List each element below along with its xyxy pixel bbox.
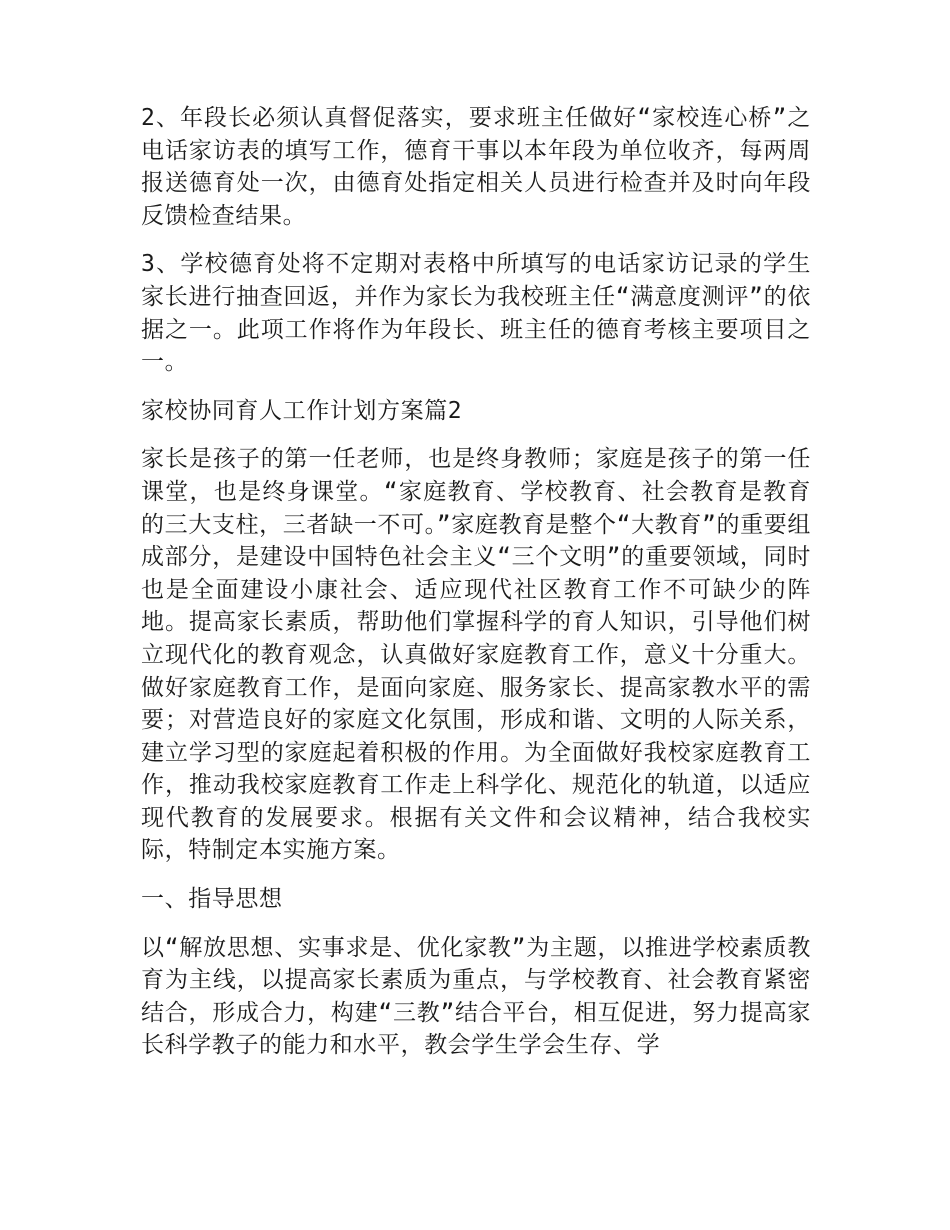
section-title-plan-2: 家校协同育人工作计划方案篇2 [141,397,463,424]
paragraph-intro: 家长是孩子的第一任老师，也是终身教师；家庭是孩子的第一任课堂，也是终身课堂。“家庭教育、学校教育、社会教育是教育的三大支柱，三者缺一不可。”家庭教育是整个“大教育”的重要组成部分，是建设中国特色社会主义“三个文明”的重要领域，同时也是全面建设小康社会、适应现代社区教育工作不可缺少的阵地。提高家长素质，帮助他们掌握科学的育人知识，引导他们树立现代化的教育观念，认真做好家庭教育工作，意义十分重大。做好家庭教育工作，是面向家庭、服务家长、提高家教水平的需要；对营造良好的家庭文化氛围，形成和谐、文明的人际关系，建立学习型的家庭起着积极的作用。为全面做好我校家庭教育工作，推动我校家庭教育工作走上科学化、规范化的轨道，以适应现代教育的发展要求。根据有关文件和会议精神，结合我校实际，特制定本实施方案。 [141,446,811,864]
paragraph-item-2: 2、年段长必须认真督促落实，要求班主任做好“家校连心桥”之电话家访表的填写工作，德育干事以本年段为单位收齐，每两周报送德育处一次，由德育处指定相关人员进行检查并及时向年段反馈检查结果。 [141,105,811,229]
paragraph-item-3: 3、学校德育处将不定期对表格中所填写的电话家访记录的学生家长进行抽查回返，并作为家长为我校班主任“满意度测评”的依据之一。此项工作将作为年段长、班主任的德育考核主要项目之一。 [141,251,811,376]
document-page [141,102,811,1078]
paragraph-guiding-thought: 以“解放思想、实事求是、优化家教”为主题，以推进学校素质教育为主线，以提高家长素质为重点，与学校教育、社会教育紧密结合，形成合力，构建“三教”结合平台，相互促进，努力提高家长科学教子的能力和水平，教会学生学会生存、学 [141,934,811,1059]
section-heading-guiding-thought: 一、指导思想 [141,886,283,913]
